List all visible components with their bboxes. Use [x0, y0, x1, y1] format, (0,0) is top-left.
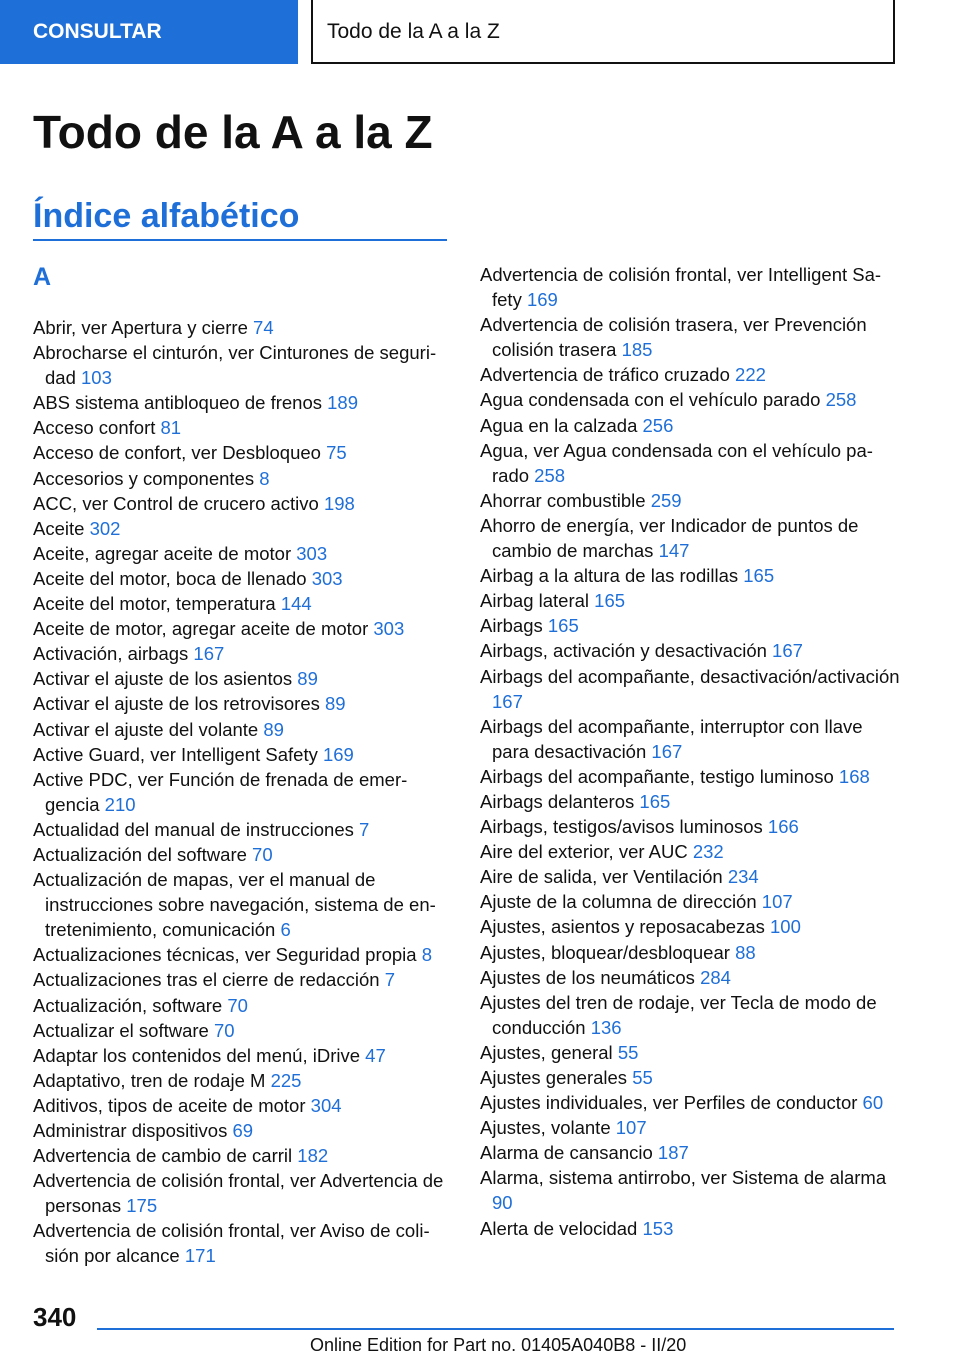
- index-entry-text: Ajustes de los neumáticos: [480, 966, 695, 988]
- index-entry-text: Advertencia de colisión frontal, ver Advertencia de personas: [33, 1170, 444, 1217]
- page-reference-link[interactable]: 100: [770, 916, 801, 938]
- index-subtitle: Índice alfabético: [33, 197, 300, 235]
- index-entry-text: Aire del exterior, ver AUC: [480, 841, 688, 863]
- page-reference-link[interactable]: 165: [743, 565, 775, 587]
- page-reference-link[interactable]: 74: [253, 317, 274, 338]
- index-entry: [33, 967, 453, 992]
- page-reference-link[interactable]: 153: [642, 1217, 674, 1239]
- index-entry-text: Ajuste de la columna de dirección: [480, 891, 757, 913]
- index-entry: [33, 340, 453, 390]
- index-entry-text: Advertencia de colisión frontal, ver Aviso de colisión por alcance: [33, 1220, 430, 1267]
- page-reference-link[interactable]: 70: [227, 994, 248, 1016]
- index-entry: [33, 691, 453, 716]
- page-reference-link[interactable]: 304: [310, 1094, 342, 1116]
- index-entry: [480, 387, 900, 412]
- index-entry: [33, 566, 453, 591]
- index-entry-text: Actualizaciones tras el cierre de redacción: [33, 969, 380, 991]
- index-entry-text: Activar el ajuste del volante: [33, 718, 259, 740]
- index-entry-text: Actualización, software: [33, 994, 223, 1016]
- index-entry: [480, 914, 900, 939]
- page-reference-link[interactable]: 198: [323, 492, 355, 514]
- index-entry-text: Alarma de cansancio: [480, 1142, 653, 1164]
- page-reference-link[interactable]: 167: [651, 740, 683, 762]
- index-entry-text: Alerta de velocidad: [480, 1217, 638, 1239]
- index-entry-text: Activación, airbags: [33, 643, 189, 665]
- index-entry-text: Ajustes, volante: [480, 1117, 611, 1139]
- page-reference-link[interactable]: 258: [825, 389, 857, 411]
- index-entry: [480, 1165, 900, 1215]
- page-reference-link[interactable]: 55: [617, 1041, 639, 1063]
- page-reference-link[interactable]: 256: [642, 414, 674, 436]
- page-reference-link[interactable]: 302: [89, 517, 121, 539]
- edition-note: Online Edition for Part no. 01405A040B8 - II/20: [310, 1335, 687, 1355]
- page-reference-link[interactable]: 182: [297, 1145, 329, 1167]
- index-entry: [33, 767, 453, 817]
- index-column-right: [480, 262, 900, 1241]
- index-entry: [33, 440, 453, 465]
- page-reference-link[interactable]: 8: [421, 944, 433, 966]
- index-entry-text: Ajustes individuales, ver Perfiles de conductor: [480, 1092, 858, 1114]
- index-entry-text: Aceite del motor, temperatura: [33, 593, 276, 615]
- index-entry-text: Abrir, ver Apertura y cierre: [33, 317, 248, 338]
- index-entry: [33, 516, 453, 541]
- index-entry: [480, 588, 900, 613]
- page-reference-link[interactable]: 107: [615, 1117, 647, 1139]
- index-entry-text: Acceso de confort, ver Desbloqueo: [33, 442, 321, 464]
- page-reference-link[interactable]: 303: [296, 542, 328, 564]
- page-reference-link[interactable]: 165: [547, 615, 579, 637]
- index-entry-text: Ahorro de energía, ver Indicador de puntos de cambio de marchas: [480, 514, 859, 562]
- index-column-left: [33, 315, 453, 1269]
- index-entry: [480, 513, 900, 563]
- page-reference-link[interactable]: 88: [735, 941, 756, 963]
- index-entry: [480, 789, 900, 814]
- index-entry: [480, 940, 900, 965]
- page-reference-link[interactable]: 303: [311, 567, 343, 589]
- page-reference-link[interactable]: 185: [621, 339, 653, 361]
- index-entry: [480, 1065, 900, 1090]
- page-reference-link[interactable]: 7: [384, 969, 395, 991]
- index-entry-text: Aditivos, tipos de aceite de motor: [33, 1094, 306, 1116]
- index-entry-text: Activar el ajuste de los asientos: [33, 668, 293, 690]
- index-letter-heading: A: [33, 263, 52, 291]
- index-entry: [480, 814, 900, 839]
- index-entry: [33, 315, 453, 340]
- page-reference-link[interactable]: 89: [263, 718, 284, 740]
- page-reference-link[interactable]: 171: [184, 1245, 216, 1267]
- index-entry: [480, 664, 900, 714]
- index-entry: [480, 714, 900, 764]
- index-entry: [33, 942, 453, 967]
- index-entry-text: Ahorrar combustible: [480, 489, 646, 511]
- index-entry-text: Activar el ajuste de los retrovisores: [33, 693, 320, 715]
- index-entry: [33, 742, 453, 767]
- page-reference-link[interactable]: 144: [280, 593, 312, 615]
- index-entry-text: Airbags del acompañante, interruptor con llave para desactivación: [480, 715, 863, 762]
- index-entry: [33, 1018, 453, 1043]
- page-reference-link[interactable]: 165: [594, 590, 626, 612]
- page-reference-link[interactable]: 303: [373, 618, 405, 640]
- index-entry: [33, 666, 453, 691]
- index-entry: [33, 641, 453, 666]
- index-entry-text: Aceite de motor, agregar aceite de motor: [33, 618, 369, 640]
- index-entry: [480, 839, 900, 864]
- page-reference-link[interactable]: 47: [365, 1044, 386, 1066]
- page-reference-link[interactable]: 232: [692, 841, 724, 863]
- index-entry: [480, 1140, 900, 1165]
- index-entry: [33, 817, 453, 842]
- index-entry: [33, 1043, 453, 1068]
- index-entry: [480, 488, 900, 513]
- index-entry-text: Airbags, testigos/avisos luminosos: [480, 816, 763, 838]
- index-entry-text: Ajustes del tren de rodaje, ver Tecla de modo de conducción: [480, 991, 877, 1038]
- index-entry-text: Ajustes generales: [480, 1067, 628, 1088]
- index-entry: [480, 563, 900, 588]
- index-entry-text: Alarma, sistema antirrobo, ver Sistema de alarma: [480, 1167, 887, 1189]
- index-entry: [33, 842, 453, 867]
- page-reference-link[interactable]: 284: [700, 966, 731, 988]
- chapter-tab[interactable]: CONSULTAR: [0, 0, 298, 64]
- index-entry: [33, 993, 453, 1018]
- page-reference-link[interactable]: 189: [327, 392, 358, 414]
- index-entry-text: Advertencia de tráfico cruzado: [480, 364, 730, 386]
- index-entry-text: Aceite del motor, boca de llenado: [33, 567, 307, 589]
- index-entry: [33, 1218, 453, 1268]
- page-title: Todo de la A a la Z: [33, 106, 433, 158]
- index-entry: [480, 1090, 900, 1115]
- index-entry: [480, 889, 900, 914]
- index-entry: [480, 362, 900, 387]
- index-entry-text: Airbags del acompañante, desactivación/activación: [480, 665, 900, 687]
- index-entry-text: Ajustes, bloquear/desbloquear: [480, 941, 730, 963]
- page-reference-link[interactable]: 60: [862, 1092, 884, 1114]
- index-entry: [33, 616, 453, 641]
- page-reference-link[interactable]: 70: [213, 1019, 235, 1041]
- page-reference-link[interactable]: 167: [492, 690, 523, 712]
- page-reference-link[interactable]: 136: [590, 1016, 622, 1038]
- index-entry-text: Actualización de mapas, ver el manual de instrucciones sobre navegación, sistema de entretenimiento, comunicación: [33, 869, 436, 941]
- index-entry-text: Actualizar el software: [33, 1019, 209, 1041]
- index-entry: [480, 638, 900, 663]
- page-reference-link[interactable]: 103: [81, 367, 112, 389]
- index-entry-text: Adaptar los contenidos del menú, iDrive: [33, 1044, 361, 1066]
- index-entry-text: Airbags: [480, 615, 543, 637]
- index-entry-text: Aceite: [33, 517, 85, 539]
- section-header: Todo de la A a la Z: [311, 0, 895, 64]
- index-entry-text: Ajustes, asientos y reposacabezas: [480, 916, 765, 938]
- page-reference-link[interactable]: 81: [160, 417, 182, 439]
- page-reference-link[interactable]: 147: [658, 540, 690, 562]
- index-entry-text: Actualizaciones técnicas, ver Seguridad propia: [33, 944, 417, 966]
- index-entry-text: Adaptativo, tren de rodaje M: [33, 1069, 266, 1091]
- index-entry: [480, 1115, 900, 1140]
- page-reference-link[interactable]: 225: [270, 1069, 302, 1091]
- page-reference-link[interactable]: 90: [492, 1192, 513, 1214]
- index-entry-text: Airbags del acompañante, testigo luminoso: [480, 765, 834, 787]
- index-entry: [480, 438, 900, 488]
- index-entry: [480, 312, 900, 362]
- index-entry: [33, 867, 453, 942]
- index-entry-text: ABS sistema antibloqueo de frenos: [33, 392, 322, 414]
- page-reference-link[interactable]: 7: [359, 818, 370, 840]
- index-entry: [480, 990, 900, 1040]
- page-reference-link[interactable]: 89: [297, 668, 318, 690]
- index-entry: [480, 965, 900, 990]
- page-reference-link[interactable]: 107: [761, 891, 793, 913]
- index-entry-text: Agua en la calzada: [480, 414, 638, 436]
- index-entry-text: Active Guard, ver Intelligent Safety: [33, 743, 318, 765]
- index-entry-text: Active PDC, ver Función de frenada de emergencia: [33, 768, 408, 815]
- index-entry-text: Actualización del software: [33, 843, 247, 865]
- page-reference-link[interactable]: 222: [735, 364, 766, 386]
- index-entry-text: Administrar dispositivos: [33, 1120, 228, 1141]
- page-reference-link[interactable]: 55: [632, 1067, 653, 1088]
- page-reference-link[interactable]: 168: [838, 765, 870, 787]
- index-entry: [33, 541, 453, 566]
- page-reference-link[interactable]: 167: [772, 640, 803, 662]
- page-reference-link[interactable]: 259: [650, 489, 682, 511]
- index-entry-text: Aire de salida, ver Ventilación: [480, 866, 723, 888]
- page-reference-link[interactable]: 167: [193, 643, 225, 665]
- index-entry-text: Airbag lateral: [480, 590, 590, 612]
- index-entry-text: Advertencia de colisión frontal, ver Intelligent Safety: [480, 264, 882, 311]
- page-reference-link[interactable]: 6: [280, 919, 291, 941]
- index-entry-text: Advertencia de cambio de carril: [33, 1145, 293, 1167]
- page-reference-link[interactable]: 8: [259, 467, 270, 489]
- index-entry: [33, 1118, 453, 1143]
- index-entry-text: Abrocharse el cinturón, ver Cinturones de seguridad: [33, 342, 437, 389]
- index-entry-text: Accesorios y componentes: [33, 467, 255, 489]
- index-entry: [480, 864, 900, 889]
- index-entry-text: Airbags delanteros: [480, 790, 635, 812]
- index-entry: [33, 491, 453, 516]
- index-entry: [480, 262, 900, 312]
- index-entry-text: Advertencia de colisión trasera, ver Prevención colisión trasera: [480, 314, 867, 361]
- footer-divider: [97, 1328, 894, 1330]
- index-entry: [33, 1068, 453, 1093]
- page-reference-link[interactable]: 210: [104, 793, 136, 815]
- index-entry: [33, 1143, 453, 1168]
- page-reference-link[interactable]: 69: [232, 1120, 254, 1141]
- index-entry: [480, 1216, 900, 1241]
- index-entry-text: Acceso confort: [33, 417, 156, 439]
- index-entry: [480, 413, 900, 438]
- index-entry-text: Aceite, agregar aceite de motor: [33, 542, 292, 564]
- index-entry-text: Airbags, activación y desactivación: [480, 640, 767, 662]
- page-reference-link[interactable]: 187: [657, 1142, 689, 1164]
- page-reference-link[interactable]: 165: [639, 790, 671, 812]
- page-reference-link[interactable]: 166: [767, 816, 799, 838]
- index-entry: [33, 717, 453, 742]
- subtitle-underline: [33, 239, 447, 241]
- index-entry: [480, 1040, 900, 1065]
- page-reference-link[interactable]: 175: [126, 1195, 158, 1217]
- page-reference-link[interactable]: 75: [326, 442, 347, 464]
- page-reference-link[interactable]: 234: [727, 866, 759, 888]
- index-entry-text: Agua condensada con el vehículo parado: [480, 389, 821, 411]
- index-entry: [33, 390, 453, 415]
- index-entry-text: Agua, ver Agua condensada con el vehículo parado: [480, 439, 873, 486]
- page-reference-link[interactable]: 258: [534, 464, 566, 486]
- index-entry: [480, 613, 900, 638]
- page-number: 340: [33, 1302, 77, 1332]
- index-entry: [33, 1093, 453, 1118]
- page-reference-link[interactable]: 70: [252, 843, 273, 865]
- index-entry: [33, 1168, 453, 1218]
- index-entry: [33, 415, 453, 440]
- page-reference-link[interactable]: 169: [322, 743, 354, 765]
- index-entry: [33, 591, 453, 616]
- index-entry: [480, 764, 900, 789]
- index-entry-text: Actualidad del manual de instrucciones: [33, 818, 354, 840]
- page-reference-link[interactable]: 89: [325, 693, 346, 715]
- index-entry: [33, 466, 453, 491]
- index-entry-text: ACC, ver Control de crucero activo: [33, 492, 319, 514]
- page-reference-link[interactable]: 169: [526, 289, 558, 311]
- index-entry-text: Airbag a la altura de las rodillas: [480, 565, 739, 587]
- index-entry-text: Ajustes, general: [480, 1041, 613, 1063]
